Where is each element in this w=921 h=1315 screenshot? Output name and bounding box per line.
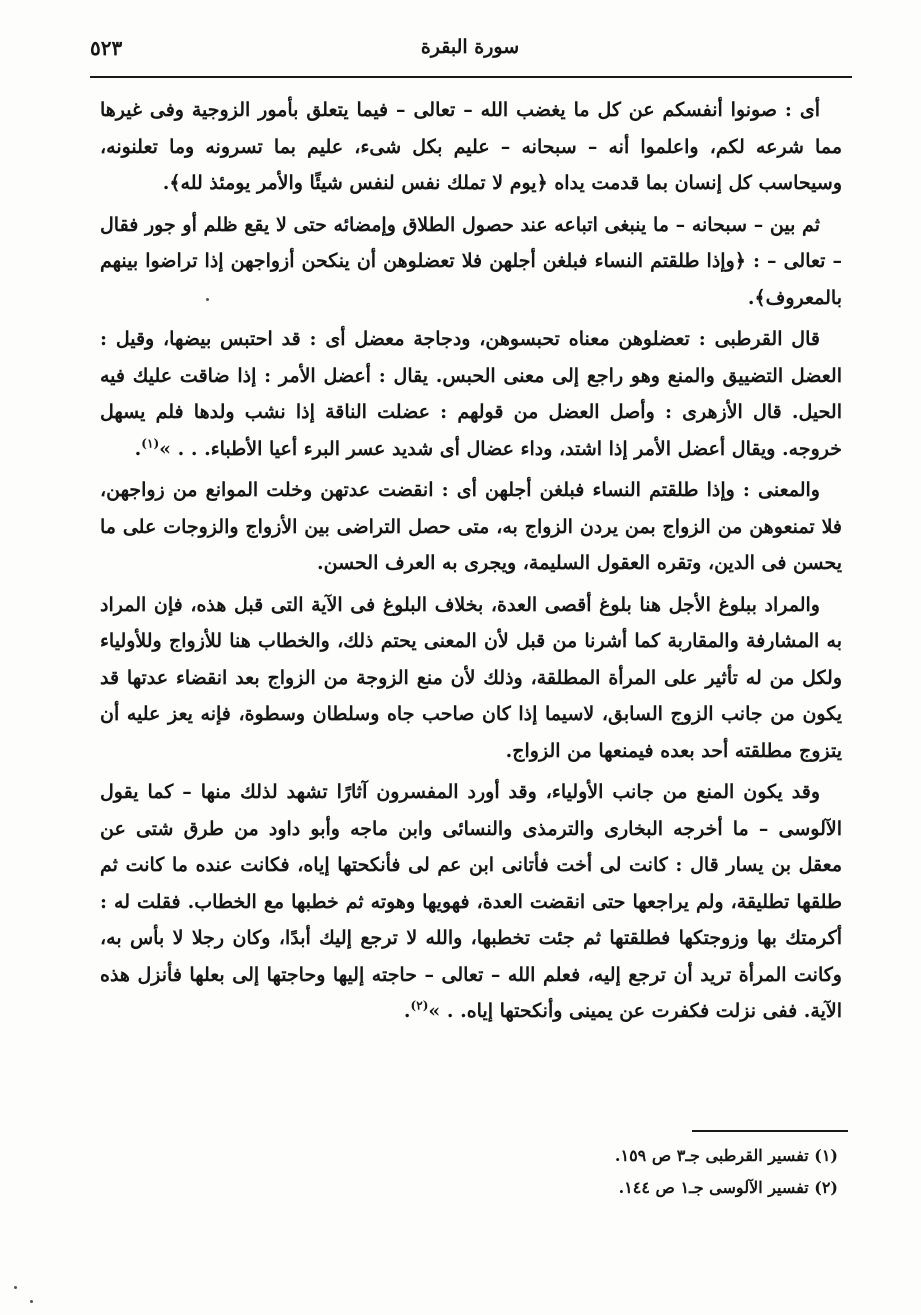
footnote-2: (٢) تفسير الآلوسى جـ١ ص ١٤٤. xyxy=(618,1178,838,1197)
footnote-divider xyxy=(692,1130,848,1132)
scan-speck xyxy=(14,1286,17,1289)
scan-speck xyxy=(206,298,209,301)
main-text xyxy=(100,92,842,1035)
paragraph-1: أى : صونوا أنفسكم عن كل ما يغضب الله – تعالى – فيما يتعلق بأمور الزوجية وفى غيرها مما شرعه لكم، واعلموا أنه – سبحانه – عليم بكل شىء، عليم بما تسرونه وما تعلنونه، وسيحاسب كل إنسان بما قدمت يداه ﴿يوم لا تملك نفس لنفس شيئًا والأمر يومئذ لله﴾. xyxy=(100,99,842,194)
page-number: ٥٢٣ xyxy=(90,36,123,60)
paragraph-3-text: قال القرطبى : تعضلوهن معناه تحبسوهن، ودجاجة معضل أى : قد احتبس بيضها، وقيل : العضل التضييق والمنع وهو راجع إلى معنى الحبس. يقال : أعضل الأمر : إذا ضاقت عليك فيه الحيل. قال الأزهرى : وأصل العضل من قولهم : عضلت الناقة إذا نشب ولدها فلم يسهل خروجه. ويقال أعضل الأمر إذا اشتد، وداء عضال أى شديد عسر البرء أعيا الأطباء. . . » xyxy=(100,328,842,460)
footnote-ref-1: (١) xyxy=(141,436,160,451)
surah-title: سورة البقرة xyxy=(420,36,520,58)
scan-speck xyxy=(30,1300,33,1303)
page-header xyxy=(90,36,850,76)
paragraph-4: والمعنى : وإذا طلقتم النساء فبلغن أجلهن أى : انقضت عدتهن وخلت الموانع من زواجهن، فلا تمنعوهن من الزواج بمن يردن الزواج به، متى حصل التراضى بين الأزواج والزوجات على ما يحسن فى الدين، وتقره العقول السليمة، ويجرى به العرف الحسن. xyxy=(100,479,842,574)
footnote-1: (١) تفسير القرطبى جـ٣ ص ١٥٩. xyxy=(614,1146,838,1165)
paragraph-6-text: وقد يكون المنع من جانب الأولياء، وقد أورد المفسرون آثارًا تشهد لذلك منها – كما يقول الآلوسى – ما أخرجه البخارى والترمذى والنسائى وابن ماجه وأبو داود من طرق شتى عن معقل بن يسار قال : كانت لى أخت فأتانى ابن عم لى فأنكحتها إياه، فكانت عنده ما كانت ثم طلقها تطليقة، ولم يراجعها حتى انقضت العدة، فهويها وهوته ثم خطبها مع الخطاب. فقلت له : أكرمتك بها وزوجتكها فطلقتها ثم جئت تخطبها، والله لا ترجع إليك أبدًا، وكان رجلا لا بأس به، وكانت المرأة تريد أن ترجع إليه، فعلم الله – تعالى – حاجته إليها وحاجتها إلى بعلها فأنزل هذه الآية. ففى نزلت فكفرت عن يمينى وأنكحتها إياه. . » xyxy=(100,781,842,1022)
paragraph-5: والمراد ببلوغ الأجل هنا بلوغ أقصى العدة، بخلاف البلوغ فى الآية التى قبل هذه، فإن المراد به المشارفة والمقاربة كما أشرنا من قبل لأن المعنى يحتم ذلك، والخطاب هنا للأزواج وللأولياء ولكل من له تأثير على المرأة المطلقة، وذلك لأن منع الزوجة من الزواج بعد انقضاء عدتها قد يكون من جانب الزوج السابق، لاسيما إذا كان صاحب جاه وسلطان وسطوة، فإنه يعز عليه أن يتزوج مطلقته أحد بعده فيمنعها من الزواج. xyxy=(100,593,842,762)
footnotes xyxy=(100,1140,842,1204)
header-divider xyxy=(90,76,852,78)
paragraph-2: ثم بين – سبحانه – ما ينبغى اتباعه عند حصول الطلاق وإمضائه حتى لا يقع ظلم أو جور فقال – تعالى – : ﴿وإذا طلقتم النساء فبلغن أجلهن فلا تعضلوهن أن ينكحن أزواجهن إذا تراضوا بينهم بالمعروف﴾. xyxy=(100,213,842,309)
footnote-ref-2: (٢) xyxy=(410,998,429,1013)
paragraph-3: قال القرطبى : تعضلوهن معناه تحبسوهن، ودجاجة معضل أى : قد احتبس بيضها، وقيل : العضل التضييق والمنع وهو راجع إلى معنى الحبس. يقال : أعضل الأمر : إذا ضاقت عليك فيه الحيل. قال الأزهرى : وأصل العضل من قولهم : عضلت الناقة إذا نشب ولدها فلم يسهل خروجه. ويقال أعضل الأمر إذا اشتد، وداء عضال أى شديد عسر البرء أعيا الأطباء. . . »$^{(١)}$. xyxy=(100,328,842,460)
paragraph-6: وقد يكون المنع من جانب الأولياء، وقد أورد المفسرون آثارًا تشهد لذلك منها – كما يقول الآلوسى – ما أخرجه البخارى والترمذى والنسائى وابن ماجه وأبو داود من طرق شتى عن معقل بن يسار قال : كانت لى أخت فأتانى ابن عم لى فأنكحتها إياه، فكانت عنده ما كانت ثم طلقها تطليقة، ولم يراجعها حتى انقضت العدة، فهويها وهوته ثم خطبها مع الخطاب. فقلت له : أكرمتك بها وزوجتكها فطلقتها ثم جئت تخطبها، والله لا ترجع إليك أبدًا، وكان رجلا لا بأس به، وكانت المرأة تريد أن ترجع إليه، فعلم الله – تعالى – حاجته إليها وحاجتها إلى بعلها فأنزل هذه الآية. ففى نزلت فكفرت عن يمينى وأنكحتها إياه. . »$^{(٢)}$. xyxy=(100,781,842,1022)
